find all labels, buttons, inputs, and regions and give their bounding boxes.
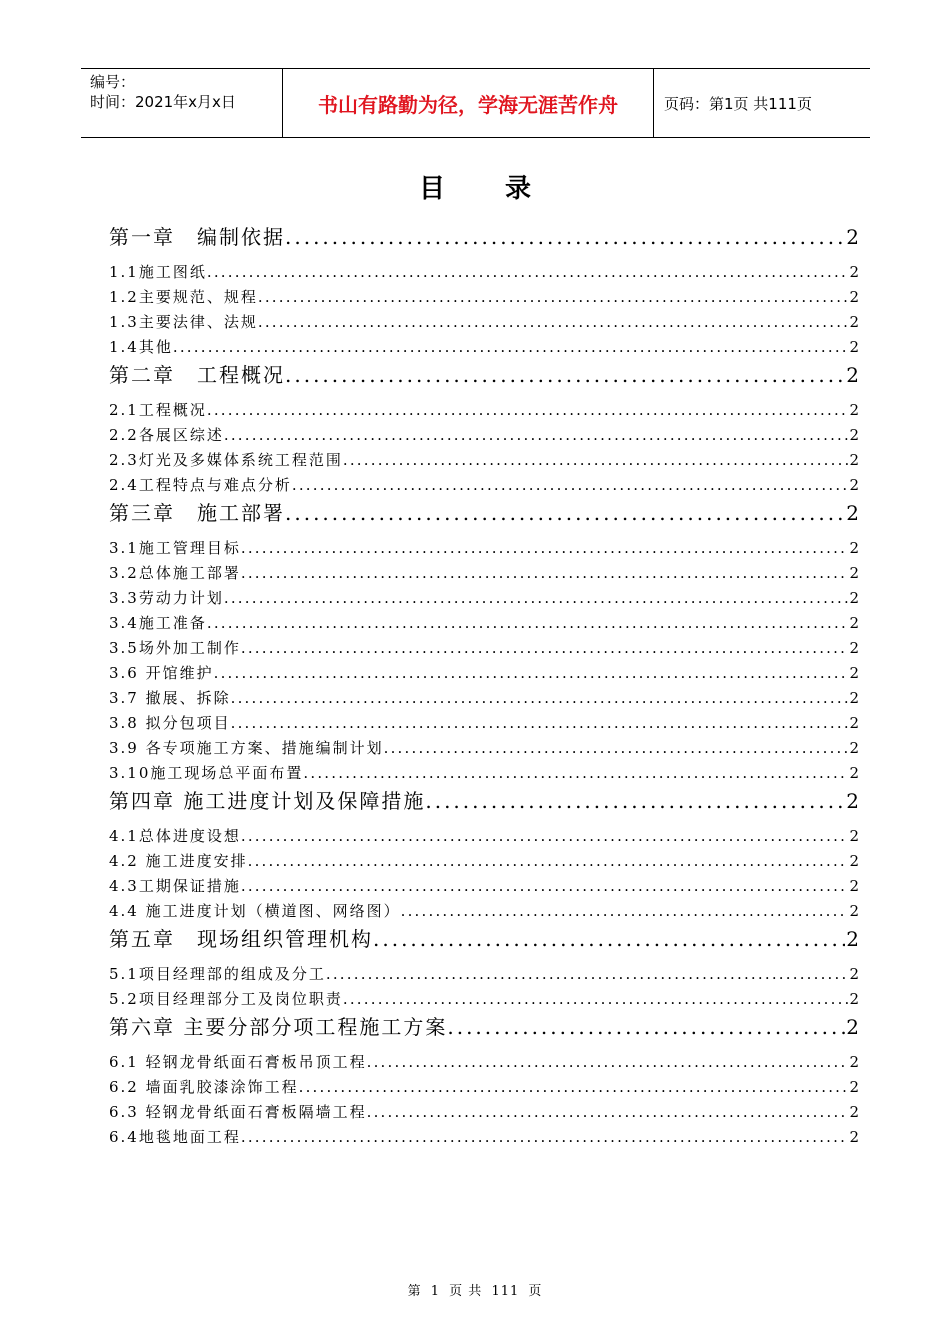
toc-chapter-entry[interactable] <box>109 1012 859 1042</box>
toc-entry-page: 2 <box>849 1103 859 1121</box>
footer-mid: 页 共 <box>449 1284 483 1299</box>
toc-entry-page: 2 <box>849 288 859 306</box>
toc-entry-label: 6.1 轻钢龙骨纸面石膏板吊顶工程 <box>109 1053 367 1071</box>
toc-entry-page: 2 <box>849 852 859 870</box>
toc-entry-label: 1.4其他 <box>109 338 173 356</box>
toc-chapter-entry[interactable] <box>109 498 859 528</box>
toc-leader-dots <box>241 636 849 661</box>
toc-section-entry[interactable] <box>109 423 859 448</box>
toc-leader-dots <box>241 536 849 561</box>
page-footer <box>0 1280 950 1299</box>
toc-section-entry[interactable] <box>109 1100 859 1125</box>
toc-entry-label: 1.2主要规范、规程 <box>109 288 258 306</box>
header-meta-cell <box>81 69 283 137</box>
toc-entry-page: 2 <box>849 539 859 557</box>
toc-section-entry[interactable] <box>109 586 859 611</box>
toc-entry-page: 2 <box>849 689 859 707</box>
toc-leader-dots <box>299 1075 849 1100</box>
toc-section-entry[interactable] <box>109 611 859 636</box>
toc-section-entry[interactable] <box>109 561 859 586</box>
toc-entry-label: 3.8 拟分包项目 <box>109 714 231 732</box>
toc-leader-dots <box>303 761 848 786</box>
toc-entry-page: 2 <box>849 589 859 607</box>
toc-entry-page: 2 <box>849 1128 859 1146</box>
toc-leader-dots <box>207 398 849 423</box>
toc-entry-label: 2.1工程概况 <box>109 401 207 419</box>
toc-leader-dots <box>231 686 849 711</box>
toc-entry-label: 2.4工程特点与难点分析 <box>109 476 292 494</box>
toc-entry-page: 2 <box>849 338 859 356</box>
toc-entry-label: 5.2项目经理部分工及岗位职责 <box>109 990 343 1008</box>
toc-entry-label: 第二章 工程概况 <box>109 363 285 387</box>
toc-entry-page: 2 <box>846 363 859 387</box>
toc-entry-label: 6.3 轻钢龙骨纸面石膏板隔墙工程 <box>109 1103 367 1121</box>
toc-entry-label: 3.5场外加工制作 <box>109 639 241 657</box>
toc-entry-label: 4.3工期保证措施 <box>109 877 241 895</box>
toc-section-entry[interactable] <box>109 1050 859 1075</box>
toc-leader-dots <box>241 561 849 586</box>
toc-entry-page: 2 <box>849 664 859 682</box>
toc-leader-dots <box>326 962 849 987</box>
document-time-label: 时间：2021年x月x日 <box>90 93 236 111</box>
toc-section-entry[interactable] <box>109 711 859 736</box>
toc-entry-label: 3.4施工准备 <box>109 614 207 632</box>
toc-entry-page: 2 <box>849 426 859 444</box>
toc-entry-label: 6.4地毯地面工程 <box>109 1128 241 1146</box>
toc-section-entry[interactable] <box>109 899 859 924</box>
toc-leader-dots <box>241 824 849 849</box>
toc-entry-page: 2 <box>849 313 859 331</box>
toc-section-entry[interactable] <box>109 473 859 498</box>
toc-section-entry[interactable] <box>109 661 859 686</box>
toc-entry-label: 5.1项目经理部的组成及分工 <box>109 965 326 983</box>
toc-chapter-entry[interactable] <box>109 786 859 816</box>
toc-leader-dots <box>285 222 845 252</box>
toc-entry-label: 3.2总体施工部署 <box>109 564 241 582</box>
toc-entry-page: 2 <box>849 476 859 494</box>
header-table <box>81 68 870 138</box>
toc-entry-page: 2 <box>849 564 859 582</box>
toc-leader-dots <box>248 849 849 874</box>
toc-leader-dots <box>367 1050 849 1075</box>
toc-section-entry[interactable] <box>109 310 859 335</box>
toc-leader-dots <box>401 899 849 924</box>
toc-entry-label: 3.6 开馆维护 <box>109 664 214 682</box>
toc-entry-page: 2 <box>849 451 859 469</box>
document-number-label: 编号： <box>90 73 136 91</box>
toc-leader-dots <box>224 586 849 611</box>
toc-leader-dots <box>367 1100 849 1125</box>
toc-section-entry[interactable] <box>109 536 859 561</box>
toc-section-entry[interactable] <box>109 285 859 310</box>
toc-title: 目录 <box>418 174 591 204</box>
toc-section-entry[interactable] <box>109 686 859 711</box>
toc-leader-dots <box>292 473 849 498</box>
toc-entry-page: 2 <box>849 639 859 657</box>
toc-leader-dots <box>285 498 845 528</box>
toc-entry-label: 6.2 墙面乳胶漆涂饰工程 <box>109 1078 299 1096</box>
toc-leader-dots <box>285 360 845 390</box>
toc-entry-label: 3.9 各专项施工方案、措施编制计划 <box>109 739 384 757</box>
toc-entry-label: 3.3劳动力计划 <box>109 589 224 607</box>
footer-suffix: 页 <box>528 1284 543 1299</box>
toc-section-entry[interactable] <box>109 962 859 987</box>
toc-entry-label: 第五章 现场组织管理机构 <box>109 927 373 951</box>
toc-entry-label: 3.10施工现场总平面布置 <box>109 764 304 782</box>
toc-leader-dots <box>373 924 845 954</box>
toc-leader-dots <box>173 335 849 360</box>
toc-entry-page: 2 <box>846 1015 859 1039</box>
footer-prefix: 第 <box>407 1284 422 1299</box>
toc-section-entry[interactable] <box>109 260 859 285</box>
toc-section-entry[interactable] <box>109 335 859 360</box>
toc-leader-dots <box>384 736 849 761</box>
toc-entry-label: 3.7 撤展、拆除 <box>109 689 231 707</box>
toc-section-entry[interactable] <box>109 824 859 849</box>
toc-leader-dots <box>207 260 849 285</box>
footer-total-pages: 111 <box>491 1284 520 1299</box>
toc-leader-dots <box>258 285 849 310</box>
toc-section-entry[interactable] <box>109 736 859 761</box>
toc-section-entry[interactable] <box>109 448 859 473</box>
toc-leader-dots <box>241 874 849 899</box>
toc-leader-dots <box>224 423 849 448</box>
toc-section-entry[interactable] <box>109 398 859 423</box>
toc-section-entry[interactable] <box>109 761 859 786</box>
toc-entry-label: 第三章 施工部署 <box>109 501 285 525</box>
toc-section-entry[interactable] <box>109 987 859 1012</box>
toc-section-entry[interactable] <box>109 874 859 899</box>
toc-entry-page: 2 <box>849 827 859 845</box>
toc-entry-page: 2 <box>849 263 859 281</box>
toc-entry-page: 2 <box>846 789 859 813</box>
toc-entry-label: 第四章 施工进度计划及保障措施 <box>109 789 426 813</box>
toc-leader-dots <box>207 611 849 636</box>
toc-entry-page: 2 <box>849 902 859 920</box>
toc-entry-page: 2 <box>846 927 859 951</box>
toc-entry-label: 2.3灯光及多媒体系统工程范围 <box>109 451 343 469</box>
toc-entry-label: 第六章 主要分部分项工程施工方案 <box>109 1015 448 1039</box>
toc-entry-page: 2 <box>849 1053 859 1071</box>
toc-chapter-entry[interactable] <box>109 924 859 954</box>
toc-entry-page: 2 <box>849 614 859 632</box>
toc-leader-dots <box>343 987 849 1012</box>
toc-entry-page: 2 <box>849 764 859 782</box>
header-motto: 书山有路勤为径，学海无涯苦作舟 <box>283 69 654 137</box>
toc-chapter-entry[interactable] <box>109 360 859 390</box>
toc-entry-label: 1.3主要法律、法规 <box>109 313 258 331</box>
toc-entry-page: 2 <box>849 877 859 895</box>
toc-entry-label: 1.1施工图纸 <box>109 263 207 281</box>
toc-leader-dots <box>425 786 845 816</box>
toc-entry-page: 2 <box>849 1078 859 1096</box>
toc-entry-page: 2 <box>846 501 859 525</box>
toc-leader-dots <box>231 711 849 736</box>
toc-entry-label: 4.1总体进度设想 <box>109 827 241 845</box>
toc-entry-page: 2 <box>849 401 859 419</box>
toc-leader-dots <box>447 1012 845 1042</box>
toc-entry-label: 4.2 施工进度安排 <box>109 852 248 870</box>
toc-entry-label: 4.4 施工进度计划（横道图、网络图） <box>109 902 401 920</box>
toc-leader-dots <box>343 448 849 473</box>
toc-leader-dots <box>258 310 849 335</box>
toc-entry-page: 2 <box>849 714 859 732</box>
toc-leader-dots <box>214 661 849 686</box>
toc-entry-label: 3.1施工管理目标 <box>109 539 241 557</box>
toc-entry-page: 2 <box>849 965 859 983</box>
toc-entry-label: 第一章 编制依据 <box>109 225 285 249</box>
toc-entry-label: 2.2各展区综述 <box>109 426 224 444</box>
toc-section-entry[interactable] <box>109 636 859 661</box>
toc-entry-page: 2 <box>849 739 859 757</box>
toc-entry-page: 2 <box>846 225 859 249</box>
toc-section-entry[interactable] <box>109 1075 859 1100</box>
toc-section-entry[interactable] <box>109 849 859 874</box>
header-page-label: 页码：第1页 共111页 <box>664 94 812 113</box>
toc-chapter-entry[interactable] <box>109 222 859 252</box>
toc-section-entry[interactable] <box>109 1125 859 1150</box>
toc-entry-page: 2 <box>849 990 859 1008</box>
footer-current-page: 1 <box>430 1284 441 1299</box>
toc-leader-dots <box>241 1125 849 1150</box>
table-of-contents <box>109 222 859 1150</box>
